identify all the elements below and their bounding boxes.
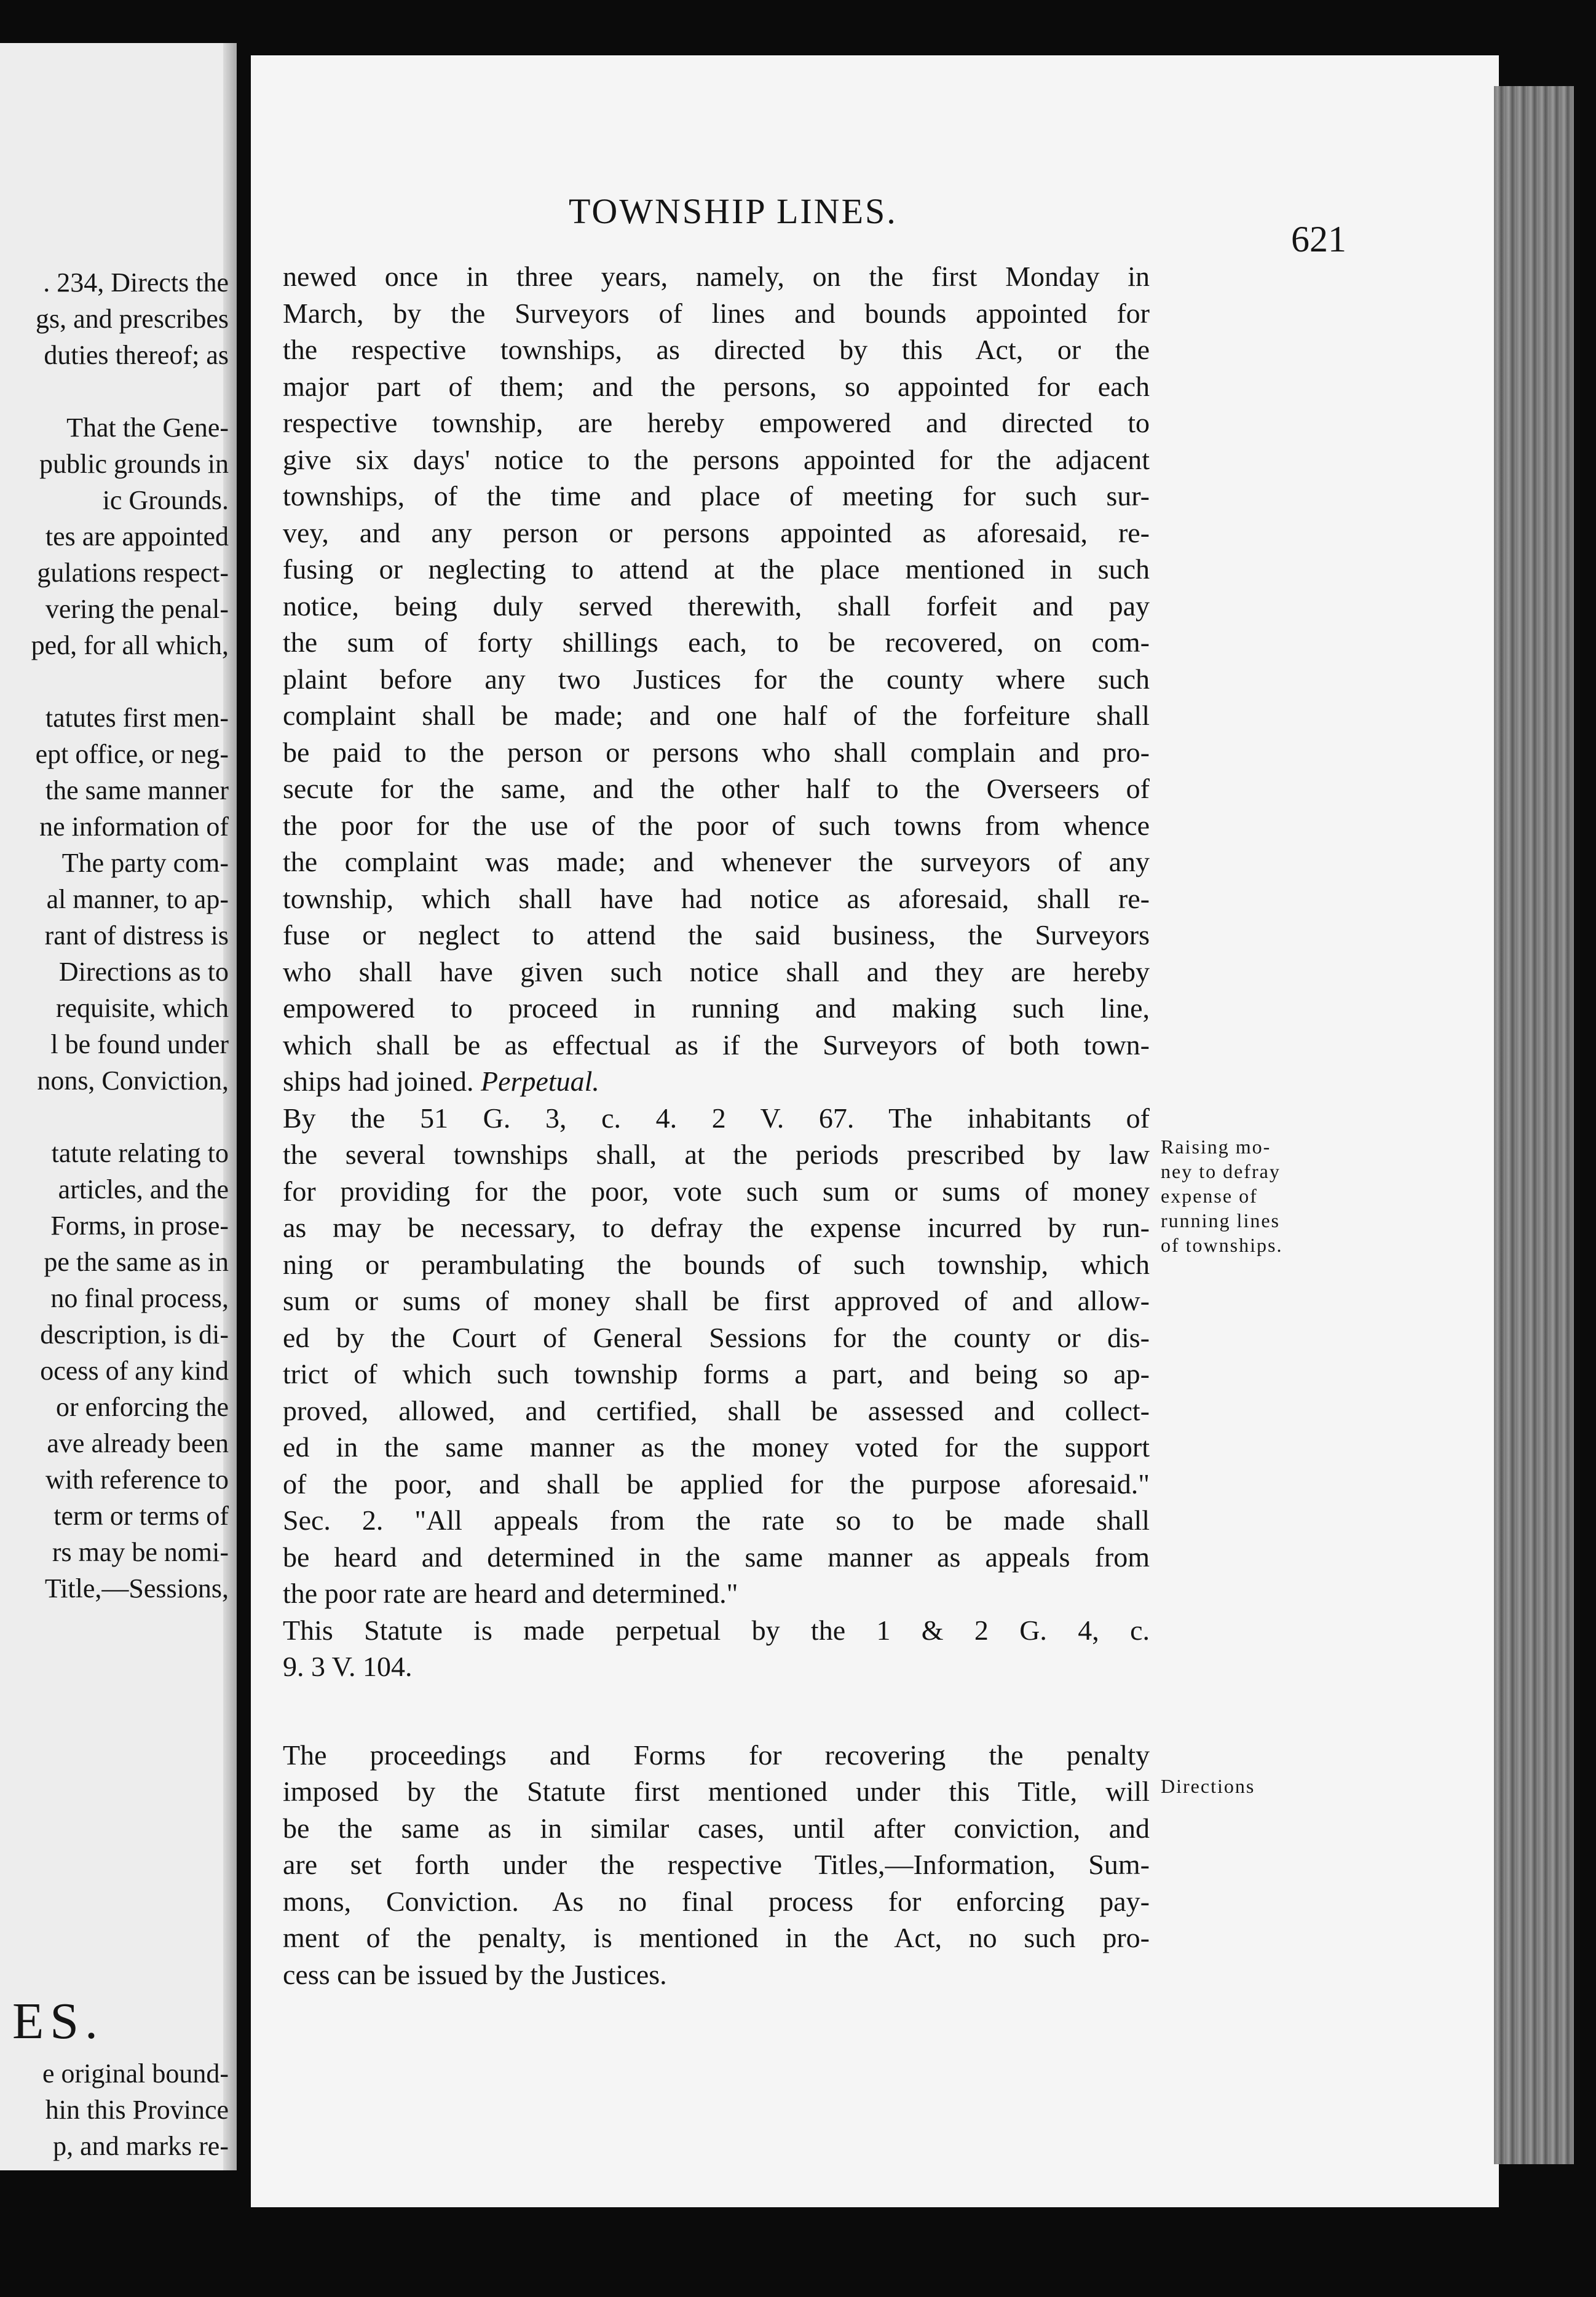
left-page-line: the same manner [45,775,229,805]
body-line: ment of the penalty, is mentioned in the Act, no such pro- [283,1922,1150,1953]
body-line: the sum of forty shillings each, to be recovered, on com- [283,627,1150,658]
body-line: March, by the Surveyors of lines and bounds appointed for [283,297,1150,329]
body-line: ed in the same manner as the money voted for the support [283,1431,1150,1463]
running-head: TOWNSHIP LINES. [569,191,898,231]
body-line: fuse or neglect to attend the said business, the Surveyors [283,919,1150,951]
body-line [283,1063,1150,1100]
body-text-run: ships had joined. [283,1065,474,1097]
body-line: be paid to the person or persons who shall complain and pro- [283,736,1150,768]
paragraph-spacer [283,1685,1150,1737]
left-page-line: pe the same as in [44,1247,229,1277]
left-page [0,43,237,2170]
margin-note-line: running lines [1161,1209,1280,1232]
body-line: the poor for the use of the poor of such towns from whence [283,809,1150,841]
left-page-line: The party com- [61,848,229,878]
left-page-line: gulations respect- [37,558,229,588]
body-line: who shall have given such notice shall and they are hereby [283,955,1150,987]
margin-note-directions: Directions [1161,1775,1255,1797]
body-line: which shall be as effectual as if the Surveyors of both town- [283,1029,1150,1061]
body-line: secute for the same, and the other half to the Overseers of [283,773,1150,804]
margin-note-line: expense of [1161,1185,1258,1207]
left-page-line: ocess of any kind [40,1356,229,1386]
margin-note-line: of townships. [1161,1234,1283,1256]
left-page-line: Directions as to [58,957,229,987]
left-page-line: no final process, [50,1283,229,1313]
body-line: township, which shall have had notice as aforesaid, shall re- [283,882,1150,914]
body-line: ed by the Court of General Sessions for the county or dis- [283,1321,1150,1353]
left-page-line: ped, for all which, [31,630,229,660]
body-line: the complaint was made; and whenever the surveyors of any [283,846,1150,877]
book-page-edges [1494,86,1574,2164]
left-page-line: public grounds in [39,449,229,479]
left-page-line: p, and marks re- [53,2131,229,2161]
left-page-line: . 234, Directs the [43,267,229,298]
body-line: are set forth under the respective Titles,—Information, Sum- [283,1849,1150,1880]
left-page-line: ne information of [39,812,229,842]
margin-note-line: Raising mo- [1161,1136,1271,1158]
perpetual-note: Perpetual. [480,1065,599,1097]
left-page-line: Title,—Sessions, [44,1573,229,1603]
left-page-line: nons, Conviction, [37,1065,229,1096]
left-page-line: rant of distress is [44,920,229,951]
left-page-line: That the Gene- [66,413,229,443]
body-line: of the poor, and shall be applied for the purpose aforesaid." [283,1468,1150,1500]
body-line: fusing or neglecting to attend at the place mentioned in such [283,553,1150,585]
left-page-line: hin this Province [45,2095,229,2125]
body-line: notice, being duly served therewith, shall forfeit and pay [283,590,1150,622]
body-line: imposed by the Statute first mentioned under this Title, will [283,1776,1150,1807]
body-line: respective township, are hereby empowered and directed to [283,407,1150,438]
left-page-line: ic Grounds. [102,485,229,515]
spacer [0,1607,229,1988]
body-line: mons, Conviction. As no final process for enforcing pay- [283,1885,1150,1917]
left-page-line: vering the penal- [45,594,229,624]
left-page-line: ept office, or neg- [35,739,229,769]
body-line: 9. 3 V. 104. [283,1651,413,1682]
body-line: By the 51 G. 3, c. 4. 2 V. 67. The inhabitants of [283,1102,1150,1134]
left-page-line: Forms, in prose- [50,1211,229,1241]
body-line: ning or perambulating the bounds of such township, which [283,1248,1150,1280]
left-page-line: ave already been [47,1428,229,1458]
body-line: newed once in three years, namely, on the first Monday in [283,261,1150,292]
body-line: sum or sums of money shall be first approved of and allow- [283,1285,1150,1316]
body-line: vey, and any person or persons appointed as aforesaid, re- [283,516,1150,548]
left-page-line: or enforcing the [56,1392,229,1422]
margin-note-raising-money [1161,1134,1282,1257]
left-page-line: description, is di- [40,1319,229,1350]
left-page-line: requisite, which [55,993,229,1023]
left-page-line: al manner, to ap- [46,884,229,914]
left-page-line: tatutes first men- [45,703,229,733]
page-number: 621 [1291,219,1346,259]
body-line: be the same as in similar cases, until after conviction, and [283,1812,1150,1844]
body-line: empowered to proceed in running and making such line, [283,992,1150,1024]
body-line: complaint shall be made; and one half of the forfeiture shall [283,700,1150,731]
body-line: major part of them; and the persons, so appointed for each [283,370,1150,402]
body-line: plaint before any two Justices for the county where such [283,663,1150,695]
left-page-line: articles, and the [58,1174,229,1204]
left-page-line: rs may be nomi- [52,1537,229,1567]
body-line: be heard and determined in the same manner as appeals from [283,1541,1150,1573]
left-page-line: term or terms of [53,1501,229,1531]
left-page-line [0,1099,229,1135]
left-page-line: tatute relating to [51,1138,229,1168]
body-line: trict of which such township forms a part, and being so ap- [283,1358,1150,1390]
left-page-line: gs, and prescribes [35,304,229,334]
body-line: proved, allowed, and certified, shall be assessed and collect- [283,1394,1150,1426]
body-line: The proceedings and Forms for recovering the penalty [283,1739,1150,1771]
body-line: as may be necessary, to defray the expense incurred by run- [283,1212,1150,1243]
left-page-line: duties thereof; as [44,340,229,370]
left-page-line: tes are appointed [45,521,229,552]
body-line: townships, of the time and place of meeting for such sur- [283,480,1150,512]
left-page-line [0,373,229,409]
body-line: the respective townships, as directed by this Act, or the [283,334,1150,365]
body-line: Sec. 2. "All appeals from the rate so to be made shall [283,1504,1150,1536]
left-page-line: with reference to [45,1465,229,1495]
left-page-line: l be found under [50,1029,229,1059]
body-line: the several townships shall, at the periods prescribed by law [283,1139,1150,1170]
left-page-text [0,264,229,2164]
left-page-line: e original bound- [42,2058,229,2089]
body-line: give six days' notice to the persons appointed for the adjacent [283,443,1150,475]
body-text [283,258,1150,1993]
body-line: the poor rate are heard and determined." [283,1578,738,1609]
left-page-heading: ES. [12,1993,105,2050]
body-line: for providing for the poor, vote such sum or sums of money [283,1175,1150,1207]
margin-note-line: ney to defray [1161,1160,1281,1182]
body-line: This Statute is made perpetual by the 1 & 2 G. 4, c. [283,1614,1150,1646]
left-page-line [0,663,229,700]
body-line: cess can be issued by the Justices. [283,1958,667,1990]
